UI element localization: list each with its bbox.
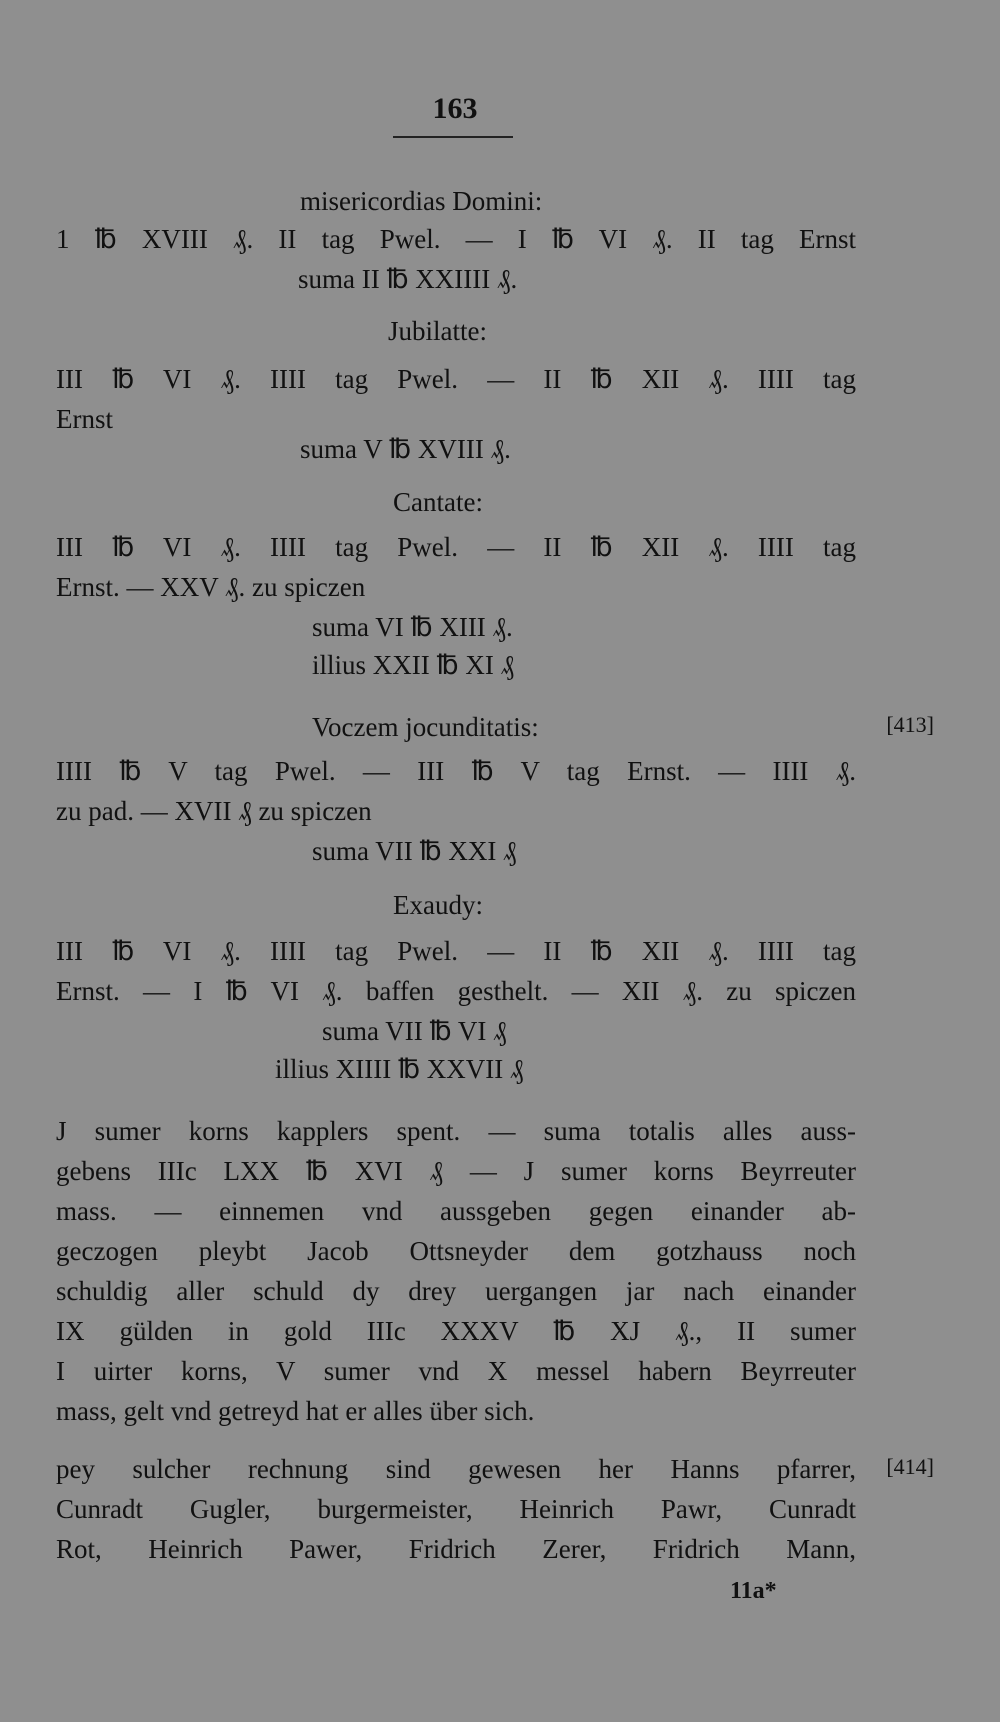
sum-line: suma VII ℔ XXI ₰ (312, 836, 517, 866)
heading-exaudy: Exaudy: (393, 890, 483, 920)
illius-line: illius XIIII ℔ XXVII ₰ (275, 1054, 524, 1084)
heading-misericordias: misericordias Domini: (300, 186, 543, 216)
heading-cantate: Cantate: (393, 487, 483, 517)
text-line: III ℔ VI ₰. IIII tag Pwel. — II ℔ XII ₰. IIII tag (56, 532, 856, 562)
text-line: 1 ℔ XVIII ₰. II tag Pwel. — I ℔ VI ₰. II tag Ernst (56, 224, 856, 254)
page-number: 163 (432, 92, 478, 125)
text-line: III ℔ VI ₰. IIII tag Pwel. — II ℔ XII ₰. IIII tag (56, 364, 856, 394)
text-line: Cunradt Gugler, burgermeister, Heinrich Pawr, Cunradt (56, 1494, 856, 1524)
text-line: mass, gelt vnd getreyd hat er alles über sich. (56, 1396, 535, 1426)
heading-voczem: Voczem jocunditatis: (312, 712, 539, 742)
text-line: zu pad. — XVII ₰ zu spiczen (56, 796, 372, 826)
text-line: J sumer korns kapplers spent. — suma totalis alles auss- (56, 1116, 856, 1146)
text-line: Rot, Heinrich Pawer, Fridrich Zerer, Fridrich Mann, (56, 1534, 856, 1564)
page-number-rule (393, 136, 513, 138)
sum-line: suma V ℔ XVIII ₰. (300, 434, 511, 464)
text-line: pey sulcher rechnung sind gewesen her Hanns pfarrer, (56, 1454, 856, 1484)
text-line: geczogen pleybt Jacob Ottsneyder dem gotzhauss noch (56, 1236, 856, 1266)
margin-note: [414] (886, 1454, 934, 1479)
text-line: III ℔ VI ₰. IIII tag Pwel. — II ℔ XII ₰. IIII tag (56, 936, 856, 966)
text-line: I uirter korns, V sumer vnd X messel habern Beyrreuter (56, 1356, 856, 1386)
illius-line: illius XXII ℔ XI ₰ (312, 650, 515, 680)
sum-line: suma II ℔ XXIIII ₰. (298, 264, 518, 294)
sum-line: suma VI ℔ XIII ₰. (312, 612, 513, 642)
margin-note: [413] (886, 712, 934, 737)
text-line: Ernst (56, 404, 113, 434)
text-line: gebens IIIc LXX ℔ XVI ₰ — J sumer korns Beyrreuter (56, 1156, 856, 1186)
text-line: mass. — einnemen vnd aussgeben gegen einander ab- (56, 1196, 856, 1226)
signature-mark: 11a* (730, 1578, 777, 1604)
text-line: Ernst. — I ℔ VI ₰. baffen gesthelt. — XII ₰. zu spiczen (56, 976, 856, 1006)
text-line: IX gülden in gold IIIc XXXV ℔ XJ ₰., II sumer (56, 1316, 856, 1346)
text-line: schuldig aller schuld dy drey uergangen jar nach einander (56, 1276, 856, 1306)
heading-jubilatte: Jubilatte: (388, 316, 487, 346)
sum-line: suma VII ℔ VI ₰ (322, 1016, 507, 1046)
text-line: Ernst. — XXV ₰. zu spiczen (56, 572, 366, 602)
text-line: IIII ℔ V tag Pwel. — III ℔ V tag Ernst. — IIII ₰. (56, 756, 856, 786)
